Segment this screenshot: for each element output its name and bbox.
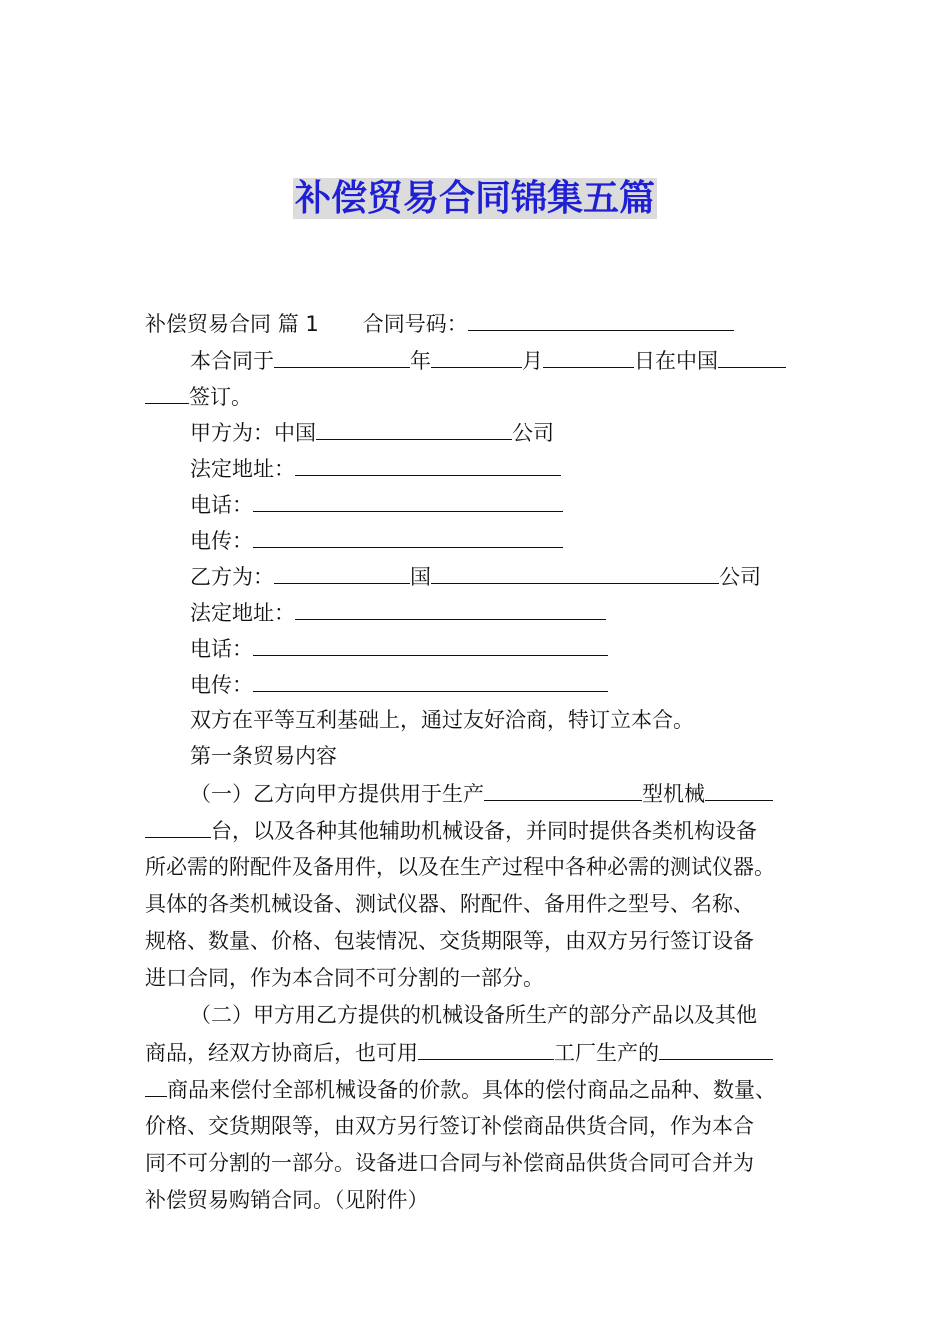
party-a-fax-blank[interactable] xyxy=(253,525,563,548)
clause-2-text-c: 工厂生产的 xyxy=(554,1041,659,1065)
party-b-fax-line xyxy=(190,669,608,700)
contract-part: 篇 1 xyxy=(277,312,319,336)
clause-1-text-b: 型机械 xyxy=(642,782,705,806)
party-b-phone-line xyxy=(190,633,608,664)
party-b-line xyxy=(190,561,761,592)
signing-year-label: 年 xyxy=(410,349,431,373)
clause-2-text-b: 商品，经双方协商后，也可用 xyxy=(145,1041,418,1065)
clause-2-line-2 xyxy=(145,1037,773,1068)
signing-line-2 xyxy=(145,381,252,412)
signing-place-blank[interactable] xyxy=(718,345,786,368)
party-b-phone-label: 电话： xyxy=(190,637,253,661)
party-a-phone-blank[interactable] xyxy=(253,489,563,512)
clause-1-line-3: 所必需的附配件及备用件，以及在生产过程中各种必需的测试仪器。 xyxy=(145,855,775,879)
clause-2-line-6: 补偿贸易购销合同。（见附件） xyxy=(145,1188,429,1212)
party-b-suffix: 公司 xyxy=(719,565,761,589)
signing-month-label: 月 xyxy=(522,349,543,373)
signing-place-blank-2[interactable] xyxy=(145,381,189,404)
clause-2-goods-blank-2[interactable] xyxy=(145,1074,167,1097)
clause-1-line-6: 进口合同，作为本合同不可分割的一部分。 xyxy=(145,966,544,990)
party-a-name-blank[interactable] xyxy=(316,417,512,440)
party-a-address-line xyxy=(190,453,561,484)
article-1-heading: 第一条贸易内容 xyxy=(190,744,337,768)
party-b-address-label: 法定地址： xyxy=(190,601,295,625)
clause-2-factory-blank[interactable] xyxy=(418,1037,554,1060)
party-b-fax-blank[interactable] xyxy=(253,669,608,692)
party-a-fax-line xyxy=(190,525,563,556)
signing-month-blank[interactable] xyxy=(431,345,522,368)
party-b-name-blank[interactable] xyxy=(431,561,719,584)
clause-2-line-3 xyxy=(145,1074,776,1105)
clause-1-quantity-blank[interactable] xyxy=(705,778,773,801)
clause-1-line-2 xyxy=(145,815,757,846)
party-b-phone-blank[interactable] xyxy=(253,633,608,656)
contract-heading xyxy=(145,308,734,339)
signing-place-label: 日在中国 xyxy=(634,349,718,373)
clause-2-line-4: 价格、交货期限等，由双方另行签订补偿商品供货合同，作为本合 xyxy=(145,1114,754,1138)
party-a-phone-label: 电话： xyxy=(190,493,253,517)
party-a-address-label: 法定地址： xyxy=(190,457,295,481)
page-title-text: 补偿贸易合同锦集五篇 xyxy=(294,178,655,219)
contract-number-label: 合同号码： xyxy=(362,312,468,336)
clause-2-line-5: 同不可分割的一部分。设备进口合同与补偿商品供货合同可合并为 xyxy=(145,1151,754,1175)
signing-day-blank[interactable] xyxy=(543,345,634,368)
page-title xyxy=(0,175,950,223)
signing-text-end: 签订。 xyxy=(189,385,252,409)
party-a-address-blank[interactable] xyxy=(295,453,561,476)
contract-number-blank[interactable] xyxy=(468,308,734,331)
clause-1-product-blank[interactable] xyxy=(484,778,642,801)
party-b-address-blank[interactable] xyxy=(295,597,606,620)
party-b-country-blank[interactable] xyxy=(274,561,410,584)
party-a-suffix: 公司 xyxy=(512,421,554,445)
clause-1-line-1 xyxy=(190,778,773,809)
party-a-fax-label: 电传： xyxy=(190,529,253,553)
signing-year-blank[interactable] xyxy=(274,345,410,368)
party-a-phone-line xyxy=(190,489,563,520)
contract-name: 补偿贸易合同 xyxy=(145,312,271,336)
clause-1-text-a: （一）乙方向甲方提供用于生产 xyxy=(190,782,484,806)
party-b-fax-label: 电传： xyxy=(190,673,253,697)
clause-2-text-d: 商品来偿付全部机械设备的价款。具体的偿付商品之品种、数量、 xyxy=(167,1078,776,1102)
party-b-address-line xyxy=(190,597,606,628)
clause-2-line-1: （二）甲方用乙方提供的机械设备所生产的部分产品以及其他 xyxy=(190,1003,757,1027)
party-b-label: 乙方为： xyxy=(190,565,274,589)
clause-2-goods-blank[interactable] xyxy=(659,1037,773,1060)
clause-1-line-4: 具体的各类机械设备、测试仪器、附配件、备用件之型号、名称、 xyxy=(145,892,754,916)
preamble: 双方在平等互利基础上，通过友好洽商，特订立本合。 xyxy=(190,708,694,732)
clause-1-line-5: 规格、数量、价格、包装情况、交货期限等，由双方另行签订设备 xyxy=(145,929,754,953)
party-a-line xyxy=(190,417,554,448)
party-a-label: 甲方为：中国 xyxy=(190,421,316,445)
signing-text-1: 本合同于 xyxy=(190,349,274,373)
party-b-country-label: 国 xyxy=(410,565,431,589)
signing-line xyxy=(190,345,786,376)
clause-1-text-c: 台，以及各种其他辅助机械设备，并同时提供各类机构设备 xyxy=(211,819,757,843)
clause-1-quantity-blank-2[interactable] xyxy=(145,815,211,838)
